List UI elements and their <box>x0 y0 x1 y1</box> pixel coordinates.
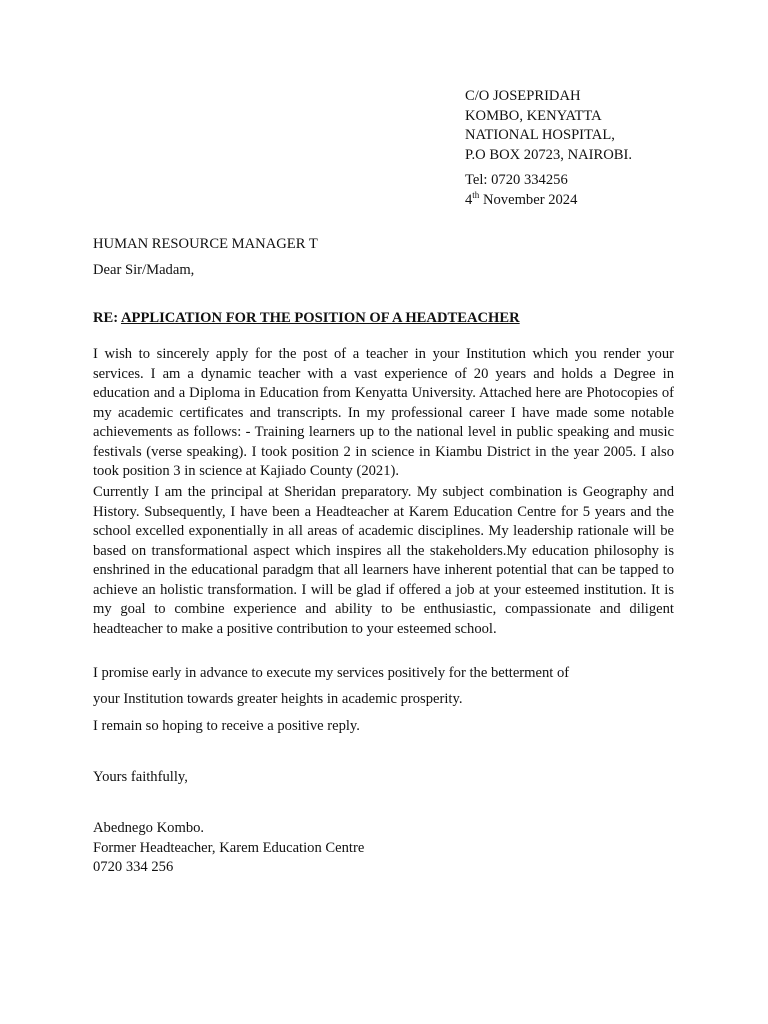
sender-address-line: NATIONAL HOSPITAL, <box>465 127 615 143</box>
subject-line <box>93 309 674 329</box>
date-rest: November 2024 <box>479 191 578 208</box>
body-paragraph: your Institution towards greater heights in academic prosperity. <box>93 691 463 707</box>
date-day: 4 <box>465 191 473 208</box>
signatory-name: Abednego Kombo. <box>93 820 205 836</box>
body-paragraph: Currently I am the principal at Sheridan preparatory. My subject combination is Geography and History. Subsequently, I have been a Headteacher at Karem Education Centre for 5 years and the school excelled exponentially in all areas of academic disciplines. My leadership rationale will be based on transformational aspect which inspires all the stakeholders.My education philosophy is enshrined in the educational paradgm that all learners have inherent potential that can be tapped to achieve an holistic transformation. I will be glad if offered a job at your esteemed institution. It is my goal to combine experience and ability to be enthusiastic, compassionate and diligent headteacher to make a positive contribution to your esteemed school. <box>93 484 674 637</box>
subject-text: APPLICATION FOR THE POSITION OF A HEADTEACHER <box>120 310 520 326</box>
body-paragraph: I promise early in advance to execute my services positively for the betterment of <box>93 665 570 681</box>
body-paragraph: I remain so hoping to receive a positive reply. <box>93 718 360 734</box>
signatory-phone: 0720 334 256 <box>93 859 174 875</box>
date-suffix: th <box>472 189 480 200</box>
sender-address-line: KOMBO, KENYATTA <box>465 107 602 124</box>
signature-block <box>93 819 674 878</box>
body-paragraph: I wish to sincerely apply for the post of a teacher in your Institution which you render your services. I am a dynamic teacher with a vast experience of 20 years and holds a Degree in education and a Diploma in Education from Kenyatta University. Attached here are Photocopies of my academic certificates and transcripts. In my professional career I have made some notable achievements as follows: - Training learners up to the national level in public speaking and music festivals (verse speaking). I took position 2 in science in Kiambu District in the year 2005. I also took position 3 in science at Kajiado County (2021). <box>93 346 674 479</box>
complimentary-close: Yours faithfully, <box>93 769 188 785</box>
sender-address <box>465 87 755 165</box>
contact-block <box>465 171 755 210</box>
sender-address-line: C/O JOSEPRIDAH <box>465 88 581 104</box>
salutation: Dear Sir/Madam, <box>93 262 195 278</box>
telephone: Tel: 0720 334256 <box>465 172 568 188</box>
sender-address-line: P.O BOX 20723, NAIROBI. <box>465 146 633 163</box>
subject-prefix: RE: <box>93 310 121 326</box>
letter-date <box>465 191 755 211</box>
signatory-title: Former Headteacher, Karem Education Centre <box>93 839 365 856</box>
recipient: HUMAN RESOURCE MANAGER T <box>93 236 318 252</box>
